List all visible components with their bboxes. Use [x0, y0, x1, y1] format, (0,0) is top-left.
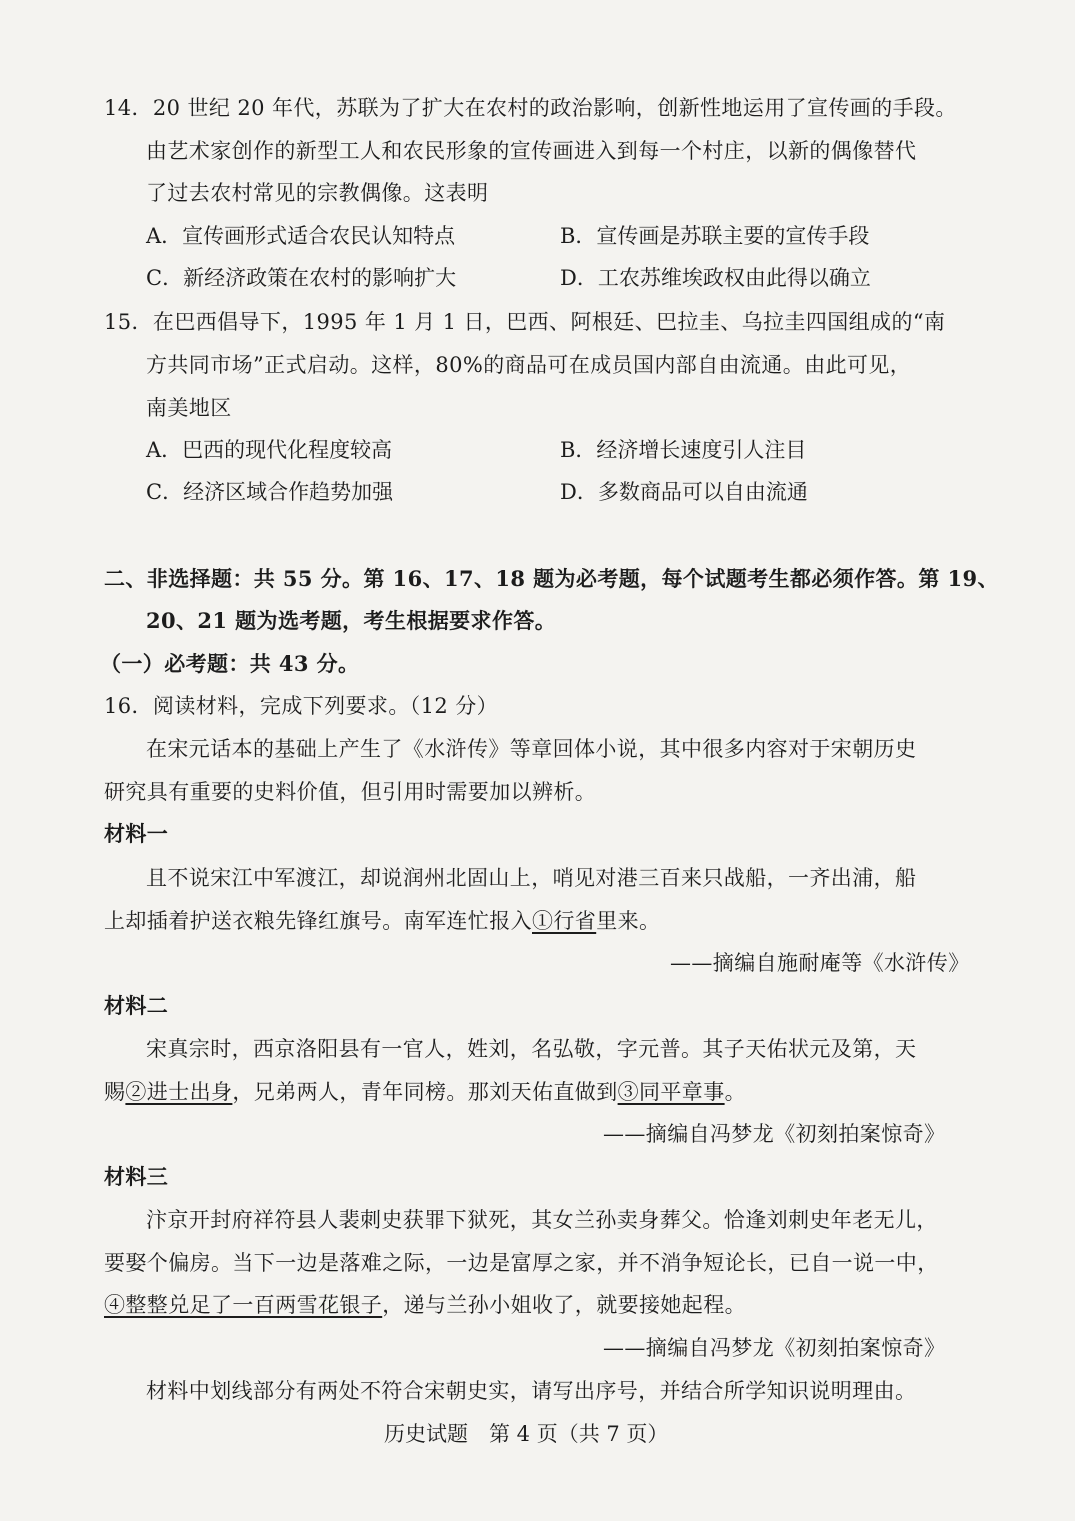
q14-stem-line2: 由艺术家创作的新型工人和农民形象的宣传画进入到每一个村庄，以新的偶像替代: [146, 139, 917, 163]
material2-source: ——摘编自冯梦龙《初刻拍案惊奇》: [603, 1122, 946, 1146]
q15-stem-line2: 方共同市场”正式启动。这样，80%的商品可在成员国内部自由流通。由此可见，: [146, 353, 912, 377]
q15-option-c: C．经济区域合作趋势加强: [146, 480, 394, 504]
material1-line1: 且不说宋江中军渡江，却说润州北固山上，哨见对港三百来只战船，一齐出浦，船: [146, 866, 917, 890]
q14-option-b: B．宣传画是苏联主要的宣传手段: [560, 224, 870, 248]
section2-heading-line1: 二、非选择题：共 55 分。第 16、17、18 题为必考题，每个试题考生都必须作答。第 19、: [104, 566, 999, 591]
q15-option-b: B．经济增长速度引人注目: [560, 438, 807, 462]
q15-option-a: A．巴西的现代化程度较高: [146, 438, 393, 462]
q16-intro-line1: 在宋元话本的基础上产生了《水浒传》等章回体小说，其中很多内容对于宋朝历史: [146, 737, 917, 761]
material1-line2-tail: 里来。: [596, 909, 661, 933]
material2-line1: 宋真宗时，西京洛阳县有一官人，姓刘，名弘敬，字元普。其子天佑状元及第，天: [146, 1037, 917, 1061]
q14-stem-line1: 14．20 世纪 20 年代，苏联为了扩大在农村的政治影响，创新性地运用了宣传画的手段。: [104, 96, 957, 120]
material3-line1: 汴京开封府祥符县人裴刺史获罪下狱死，其女兰孙卖身葬父。恰逢刘刺史年老无儿，: [146, 1208, 938, 1232]
page-footer: 历史试题 第 4 页（共 7 页）: [384, 1422, 669, 1446]
q15-stem-line1: 15．在巴西倡导下，1995 年 1 月 1 日，巴西、阿根廷、巴拉圭、乌拉圭四国组成的“南: [104, 310, 946, 334]
section2-subheading: （一）必考题：共 43 分。: [100, 651, 360, 676]
q15-stem-line3: 南美地区: [146, 396, 232, 420]
material2-line2-mid: ，兄弟两人，青年同榜。那刘天佑直做到: [232, 1080, 618, 1104]
material1-line2-text: 上却插着护送衣粮先锋红旗号。南军连忙报入: [104, 909, 532, 933]
material1-underline-1: ①行省: [532, 909, 597, 933]
q16-intro-line2: 研究具有重要的史料价值，但引用时需要加以辨析。: [104, 780, 597, 804]
material3-line3: [104, 1291, 746, 1319]
q15-option-d: D．多数商品可以自由流通: [560, 480, 808, 504]
material3-source: ——摘编自冯梦龙《初刻拍案惊奇》: [603, 1336, 946, 1360]
material3-title: 材料三: [104, 1164, 169, 1189]
material2-underline-3: ③同平章事: [617, 1080, 725, 1104]
q16-task: 材料中划线部分有两处不符合宋朝史实，请写出序号，并结合所学知识说明理由。: [146, 1379, 917, 1403]
q16-heading: 16．阅读材料，完成下列要求。（12 分）: [104, 694, 499, 718]
material2-underline-2: ②进士出身: [125, 1080, 233, 1104]
q14-option-d: D．工农苏维埃政权由此得以确立: [560, 266, 871, 290]
material2-title: 材料二: [104, 993, 169, 1018]
material1-title: 材料一: [104, 821, 169, 846]
material3-line2: 要娶个偏房。当下一边是落难之际，一边是富厚之家，并不消争短论长，已自一说一中，: [104, 1251, 939, 1275]
material2-line2: [104, 1078, 746, 1106]
q14-option-c: C．新经济政策在农村的影响扩大: [146, 266, 457, 290]
material1-line2: [104, 907, 660, 935]
material2-line2-tail: 。: [724, 1080, 747, 1104]
q14-option-a: A．宣传画形式适合农民认知特点: [146, 224, 456, 248]
material3-underline-4: ④整整兑足了一百两雪花银子: [104, 1293, 383, 1317]
material1-source: ——摘编自施耐庵等《水浒传》: [670, 951, 970, 975]
q14-stem-line3: 了过去农村常见的宗教偶像。这表明: [146, 181, 489, 205]
section2-heading-line2: 20、21 题为选考题，考生根据要求作答。: [146, 608, 557, 633]
material2-line2-head: 赐: [104, 1080, 126, 1104]
material3-line3-tail: ，递与兰孙小姐收了，就要接她起程。: [382, 1293, 747, 1317]
